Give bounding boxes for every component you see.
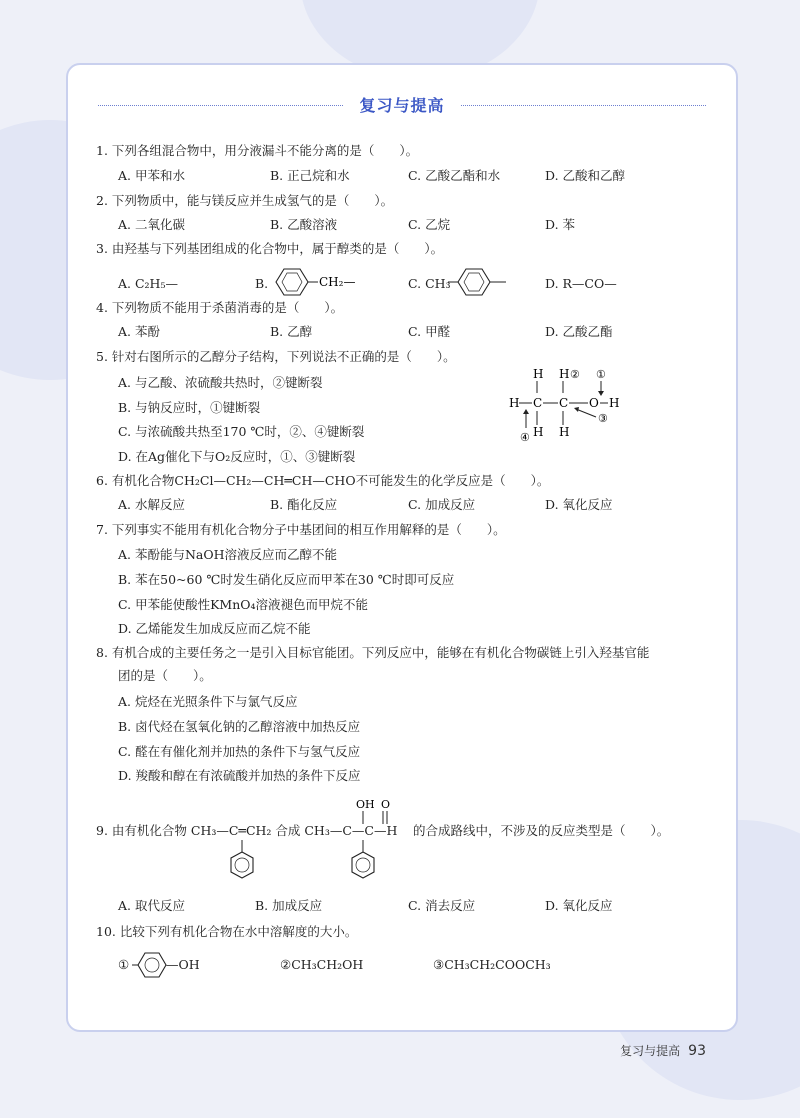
question-5-stem: 5. 针对右图所示的乙醇分子结构，下列说法不正确的是（ ）。 <box>96 349 456 364</box>
q9-option-d: D. 氧化反应 <box>545 898 613 913</box>
ethanol-structure-diagram <box>502 364 632 448</box>
bond-label-1: ① <box>596 368 606 381</box>
q3-option-c: C. CH₃ <box>408 276 451 291</box>
atom-h: H <box>559 367 570 381</box>
question-6-stem: 6. 有机化合物CH₂Cl—CH₂—CH═CH—CHO不可能发生的化学反应是（ ）。 <box>96 473 550 488</box>
atom-o: O <box>589 396 599 410</box>
q10-item-1-oh: —OH <box>166 957 200 972</box>
question-9-stem-suffix: 的合成路线中，不涉及的反应类型是（ ）。 <box>413 823 670 838</box>
question-2-stem: 2. 下列物质中，能与镁反应并生成氢气的是（ ）。 <box>96 193 394 208</box>
atom-h: H <box>533 425 544 439</box>
q10-item-1-label: ① <box>118 957 130 972</box>
q5-option-a: A. 与乙酸、浓硫酸共热时，②键断裂 <box>118 375 323 390</box>
q2-option-d: D. 苯 <box>545 217 576 232</box>
question-9-stem: 9. 由有机化合物 CH₃—C═CH₂ 合成 CH₃—C—C—H <box>96 823 398 838</box>
q10-item-2: ②CH₃CH₂OH <box>280 957 364 972</box>
question-8-stem-cont: 团的是（ ）。 <box>118 668 212 683</box>
q6-option-d: D. 氧化反应 <box>545 497 613 512</box>
q7-option-b: B. 苯在50~60 ℃时发生硝化反应而甲苯在30 ℃时即可反应 <box>118 572 455 587</box>
question-1-stem: 1. 下列各组混合物中，用分液漏斗不能分离的是（ ）。 <box>96 143 419 158</box>
title-divider-right <box>461 105 706 106</box>
q4-option-b: B. 乙醇 <box>270 324 313 339</box>
q3-tolyl-structure <box>448 264 520 304</box>
atom-h: H <box>609 396 620 410</box>
q3-option-a: A. C₂H₅— <box>118 276 178 291</box>
q1-option-a: A. 甲苯和水 <box>118 168 185 183</box>
question-7-stem: 7. 下列事实不能用有机化合物分子中基团间的相互作用解释的是（ ）。 <box>96 522 506 537</box>
q9-option-c: C. 消去反应 <box>408 898 476 913</box>
q6-option-b: B. 酯化反应 <box>270 497 338 512</box>
q7-option-a: A. 苯酚能与NaOH溶液反应而乙醇不能 <box>118 547 338 562</box>
question-10-stem: 10. 比较下列有机化合物在水中溶解度的大小。 <box>96 924 358 939</box>
q8-option-d: D. 羧酸和醇在有浓硫酸并加热的条件下反应 <box>118 768 361 783</box>
q3-b-ch2-label: CH₂— <box>319 275 356 289</box>
q6-option-a: A. 水解反应 <box>118 497 185 512</box>
section-title: 复习与提高 <box>359 96 445 115</box>
q4-option-d: D. 乙酸乙酯 <box>545 324 613 339</box>
q10-item-3: ③CH₃CH₂COOCH₃ <box>433 957 551 972</box>
q4-option-c: C. 甲醛 <box>408 324 451 339</box>
bond-label-4: ④ <box>520 431 530 444</box>
q9-option-a: A. 取代反应 <box>118 898 185 913</box>
atom-h: H <box>559 425 570 439</box>
q2-option-c: C. 乙烷 <box>408 217 451 232</box>
q3-option-d: D. R—CO— <box>545 276 617 291</box>
q1-option-b: B. 正己烷和水 <box>270 168 350 183</box>
footer-chapter: 复习与提高 <box>620 1044 681 1058</box>
atom-c: C <box>533 396 543 410</box>
q8-option-a: A. 烷烃在光照条件下与氯气反应 <box>118 694 298 709</box>
q9-structures <box>200 794 420 898</box>
q5-option-c: C. 与浓硫酸共热至170 ℃时，②、④键断裂 <box>118 424 365 439</box>
q4-option-a: A. 苯酚 <box>118 324 160 339</box>
q9-option-b: B. 加成反应 <box>255 898 323 913</box>
atom-c: C <box>559 396 569 410</box>
q9-oh-label: OH <box>356 798 375 811</box>
page-number: 93 <box>688 1043 706 1059</box>
q1-option-d: D. 乙酸和乙醇 <box>545 168 626 183</box>
q7-option-c: C. 甲苯能使酸性KMnO₄溶液褪色而甲烷不能 <box>118 597 369 612</box>
q2-option-b: B. 乙酸溶液 <box>270 217 338 232</box>
q9-o-label: O <box>381 798 391 811</box>
q1-option-c: C. 乙酸乙酯和水 <box>408 168 501 183</box>
q3-option-b: B. <box>255 276 269 291</box>
atom-h: H <box>533 367 544 381</box>
q5-option-d: D. 在Ag催化下与O₂反应时，①、③键断裂 <box>118 449 356 464</box>
bond-label-2: ② <box>570 368 580 381</box>
question-8-stem: 8. 有机合成的主要任务之一是引入目标官能团。下列反应中，能够在有机化合物碳链上引入羟基官能 <box>96 645 650 660</box>
q8-option-b: B. 卤代烃在氢氧化钠的乙醇溶液中加热反应 <box>118 719 361 734</box>
q2-option-a: A. 二氧化碳 <box>118 217 185 232</box>
q8-option-c: C. 醛在有催化剂并加热的条件下与氢气反应 <box>118 744 361 759</box>
q6-option-c: C. 加成反应 <box>408 497 476 512</box>
q3-benzyl-structure <box>272 264 362 304</box>
question-4-stem: 4. 下列物质不能用于杀菌消毒的是（ ）。 <box>96 300 344 315</box>
question-3-stem: 3. 由羟基与下列基团组成的化合物中，属于醇类的是（ ）。 <box>96 241 444 256</box>
q5-option-b: B. 与钠反应时，①键断裂 <box>118 400 261 415</box>
atom-h: H <box>509 396 520 410</box>
page-footer <box>620 1042 706 1059</box>
bond-label-3: ③ <box>598 412 608 425</box>
section-header <box>98 93 706 117</box>
q7-option-d: D. 乙烯能发生加成反应而乙烷不能 <box>118 621 311 636</box>
